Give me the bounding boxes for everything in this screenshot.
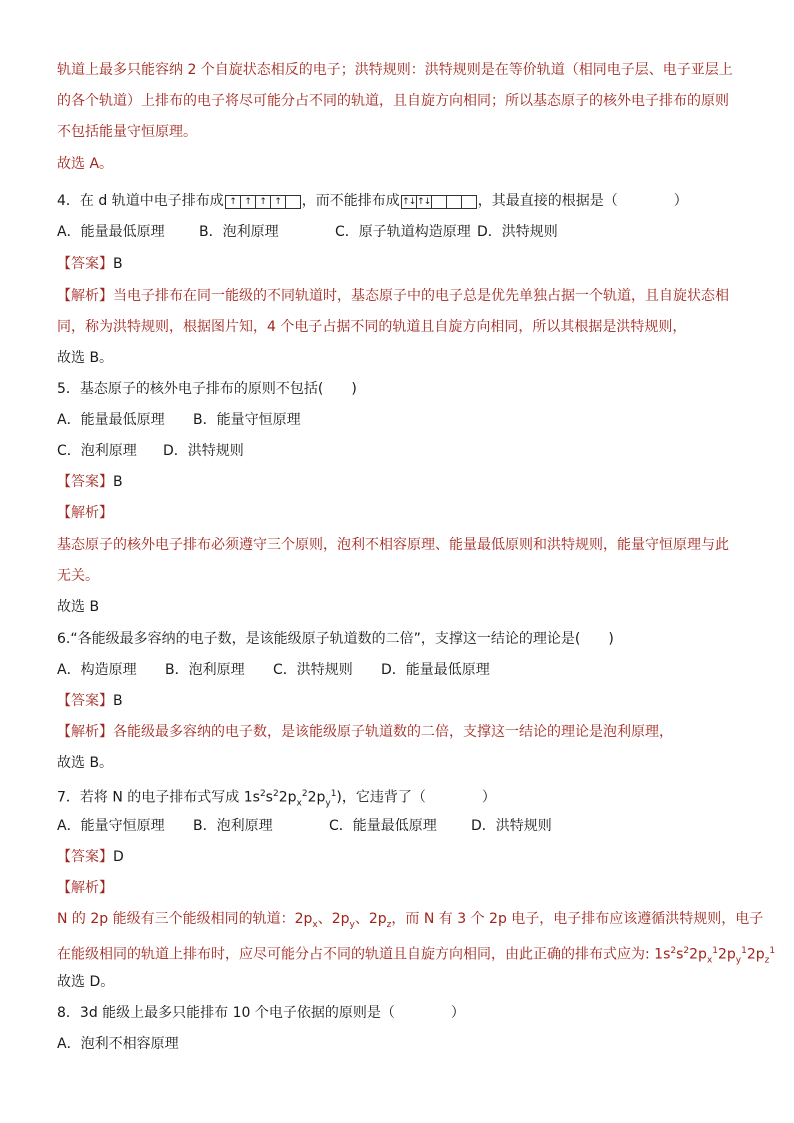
q5-option-d[interactable]: D．洪特规则 <box>163 443 244 459</box>
q4-option-a[interactable]: A．能量最低原理 <box>57 224 165 240</box>
q7-stem-text: 2p <box>307 789 326 806</box>
answer-tag: 【答案】 <box>57 849 113 865</box>
q5-analysis-tag: 【解析】 <box>57 505 113 521</box>
analysis-text: 2p <box>368 911 387 927</box>
answer-tag: 【答案】 <box>57 693 113 709</box>
superscript: 1 <box>330 789 337 799</box>
q4-stem <box>57 189 754 213</box>
q7-analysis-tag: 【解析】 <box>57 880 113 896</box>
answer-tag: 【答案】 <box>57 256 113 272</box>
q6-stem: 6.“各能级最多容纳的电子数，是该能级原子轨道数的二倍”，支撑这一结论的理论是( ) <box>57 631 614 647</box>
q4-analysis-2: 同，称为洪特规则，根据图片知，4 个电子占据不同的轨道且自旋方向相同，所以其根据是洪特规则， <box>57 319 687 335</box>
subscript: x <box>706 955 713 966</box>
superscript: 1 <box>712 946 718 956</box>
q5-option-a[interactable]: A．能量最低原理 <box>57 412 165 428</box>
orbital-box: ↑ <box>240 195 256 209</box>
analysis-text: 2p <box>746 946 765 963</box>
subscript: y <box>325 798 331 809</box>
separator: 、 <box>317 911 332 927</box>
q7-option-b[interactable]: B．泡利原理 <box>193 818 273 834</box>
analysis-text: N 的 2p 能级有三个能级相同的轨道：2p <box>57 911 313 927</box>
q4-option-b[interactable]: B．泡利原理 <box>199 224 279 240</box>
q4-options <box>57 220 754 244</box>
q5-option-c[interactable]: C．泡利原理 <box>57 443 137 459</box>
subscript: y <box>349 919 355 930</box>
q5-conclusion: 故选 B <box>57 599 100 615</box>
superscript: 2 <box>301 789 308 799</box>
orbital-box <box>446 195 462 209</box>
q8-stem <box>57 1001 754 1025</box>
q4-conclusion: 故选 B。 <box>57 350 114 366</box>
analysis-text: 各能级最多容纳的电子数，是该能级原子轨道数的二倍，支撑这一结论的理论是泡利原理， <box>113 724 673 740</box>
q6-options <box>57 658 754 682</box>
q7-stem-text: 7．若将 N 的电子排布式写成 1s <box>57 789 260 806</box>
q4-stem-part-d: ） <box>673 193 688 209</box>
q5-options-row-1 <box>57 408 754 432</box>
orbital-box <box>461 195 477 209</box>
q5-stem: 5．基态原子的核外电子排布的原则不包括( ) <box>57 381 357 397</box>
q8-stem-text: ） <box>450 1005 465 1021</box>
q6-option-c[interactable]: C．洪特规则 <box>273 662 353 678</box>
q7-options <box>57 814 754 838</box>
subscript: x <box>296 798 302 809</box>
q6-conclusion: 故选 B。 <box>57 755 114 771</box>
q4-stem-part-a: 4．在 d 轨道中电子排布成 <box>57 193 224 209</box>
q7-analysis-1 <box>57 907 764 931</box>
q4-answer <box>57 252 754 276</box>
orbital-diagram-invalid <box>401 195 477 208</box>
q6-option-d[interactable]: D．能量最低原理 <box>381 662 490 678</box>
q4-analysis-1 <box>57 284 754 308</box>
analysis-text: 当电子排布在同一能级的不同轨道时，基态原子中的电子总是优先单独占据一个轨道，且自旋状态相 <box>113 288 729 304</box>
analysis-tag: 【解析】 <box>57 288 113 304</box>
answer-value: D <box>113 849 124 865</box>
superscript: 2 <box>683 946 690 956</box>
superscript: 1 <box>769 946 776 956</box>
analysis-tag: 【解析】 <box>57 724 113 740</box>
subscript: z <box>386 919 392 930</box>
q7-option-c[interactable]: C．能量最低原理 <box>329 818 437 834</box>
answer-value: B <box>113 693 123 709</box>
orbital-box: ↑ <box>225 195 241 209</box>
q7-analysis-2 <box>57 939 776 966</box>
orbital-box: ↑↓ <box>417 196 431 207</box>
q4-option-d[interactable]: D．洪特规则 <box>477 224 558 240</box>
orbital-box <box>431 195 447 209</box>
q6-analysis-1 <box>57 720 754 744</box>
q5-analysis-1: 基态原子的核外电子排布必须遵守三个原则，泡利不相容原理、能量最低原则和洪特规则，能量守恒原理与此 <box>57 537 729 553</box>
q7-stem-text: ） <box>481 789 496 806</box>
q5-analysis-2: 无关。 <box>57 568 99 584</box>
q7-option-a[interactable]: A．能量守恒原理 <box>57 818 165 834</box>
q4-stem-part-b: ，而不能排布成 <box>301 193 400 209</box>
intro-conclusion: 故选 A。 <box>57 156 114 172</box>
separator: 、 <box>354 911 369 927</box>
q4-option-c[interactable]: C．原子轨道构造原理 <box>335 224 471 240</box>
answer-tag: 【答案】 <box>57 474 113 490</box>
subscript: y <box>735 955 742 966</box>
analysis-text: s <box>676 946 684 963</box>
q7-stem <box>57 782 754 809</box>
superscript: 2 <box>272 789 279 799</box>
q8-option-a[interactable]: A．泡利不相容原理 <box>57 1036 179 1052</box>
intro-line-2: 的各个轨道）上排布的电子将尽可能分占不同的轨道，且自旋方向相同；所以基态原子的核外电子排布的原则 <box>57 93 729 109</box>
analysis-text: ，而 N 有 3 个 2p 电子，电子排布应该遵循洪特规则，电子 <box>391 911 764 927</box>
answer-value: B <box>113 474 123 490</box>
orbital-box: ↑ <box>255 195 271 209</box>
q4-stem-part-c: ，其最直接的根据是（ <box>477 193 618 209</box>
orbital-box: ↑↓ <box>402 196 416 207</box>
intro-line-3: 不包括能量守恒原理。 <box>57 124 197 140</box>
analysis-text: 2p <box>331 911 350 927</box>
q7-option-d[interactable]: D．洪特规则 <box>471 818 552 834</box>
q6-option-a[interactable]: A．构造原理 <box>57 662 137 678</box>
q7-answer <box>57 845 754 869</box>
q7-stem-text: 2p <box>278 789 297 806</box>
q5-answer <box>57 470 754 494</box>
orbital-box: ↑ <box>270 195 286 209</box>
superscript: 2 <box>670 946 677 956</box>
analysis-text: 2p <box>689 946 707 963</box>
q7-stem-text: )，它违背了（ <box>336 789 426 806</box>
analysis-text: 在能级相同的轨道上排布时，应尽可能分占不同的轨道且自旋方向相同，由此正确的排布式应为: 1s <box>57 946 671 963</box>
orbital-box <box>285 195 301 209</box>
superscript: 2 <box>259 789 266 799</box>
answer-value: B <box>113 256 123 272</box>
q6-answer <box>57 689 754 713</box>
orbital-diagram-valid <box>225 195 301 208</box>
q6-option-b[interactable]: B．泡利原理 <box>165 662 245 678</box>
subscript: z <box>764 955 770 966</box>
q5-option-b[interactable]: B．能量守恒原理 <box>193 412 301 428</box>
q8-stem-text: 8．3d 能级上最多只能排布 10 个电子依据的原则是（ <box>57 1005 395 1021</box>
q7-conclusion: 故选 D。 <box>57 974 115 990</box>
intro-line-1: 轨道上最多只能容纳 2 个自旋状态相反的电子；洪特规则：洪特规则是在等价轨道（相同电子层、电子亚层上 <box>57 62 733 78</box>
q5-options-row-2 <box>57 439 754 463</box>
analysis-text: 2p <box>718 946 736 963</box>
q7-stem-text: s <box>265 789 273 806</box>
subscript: x <box>312 919 318 930</box>
superscript: 1 <box>741 946 747 956</box>
